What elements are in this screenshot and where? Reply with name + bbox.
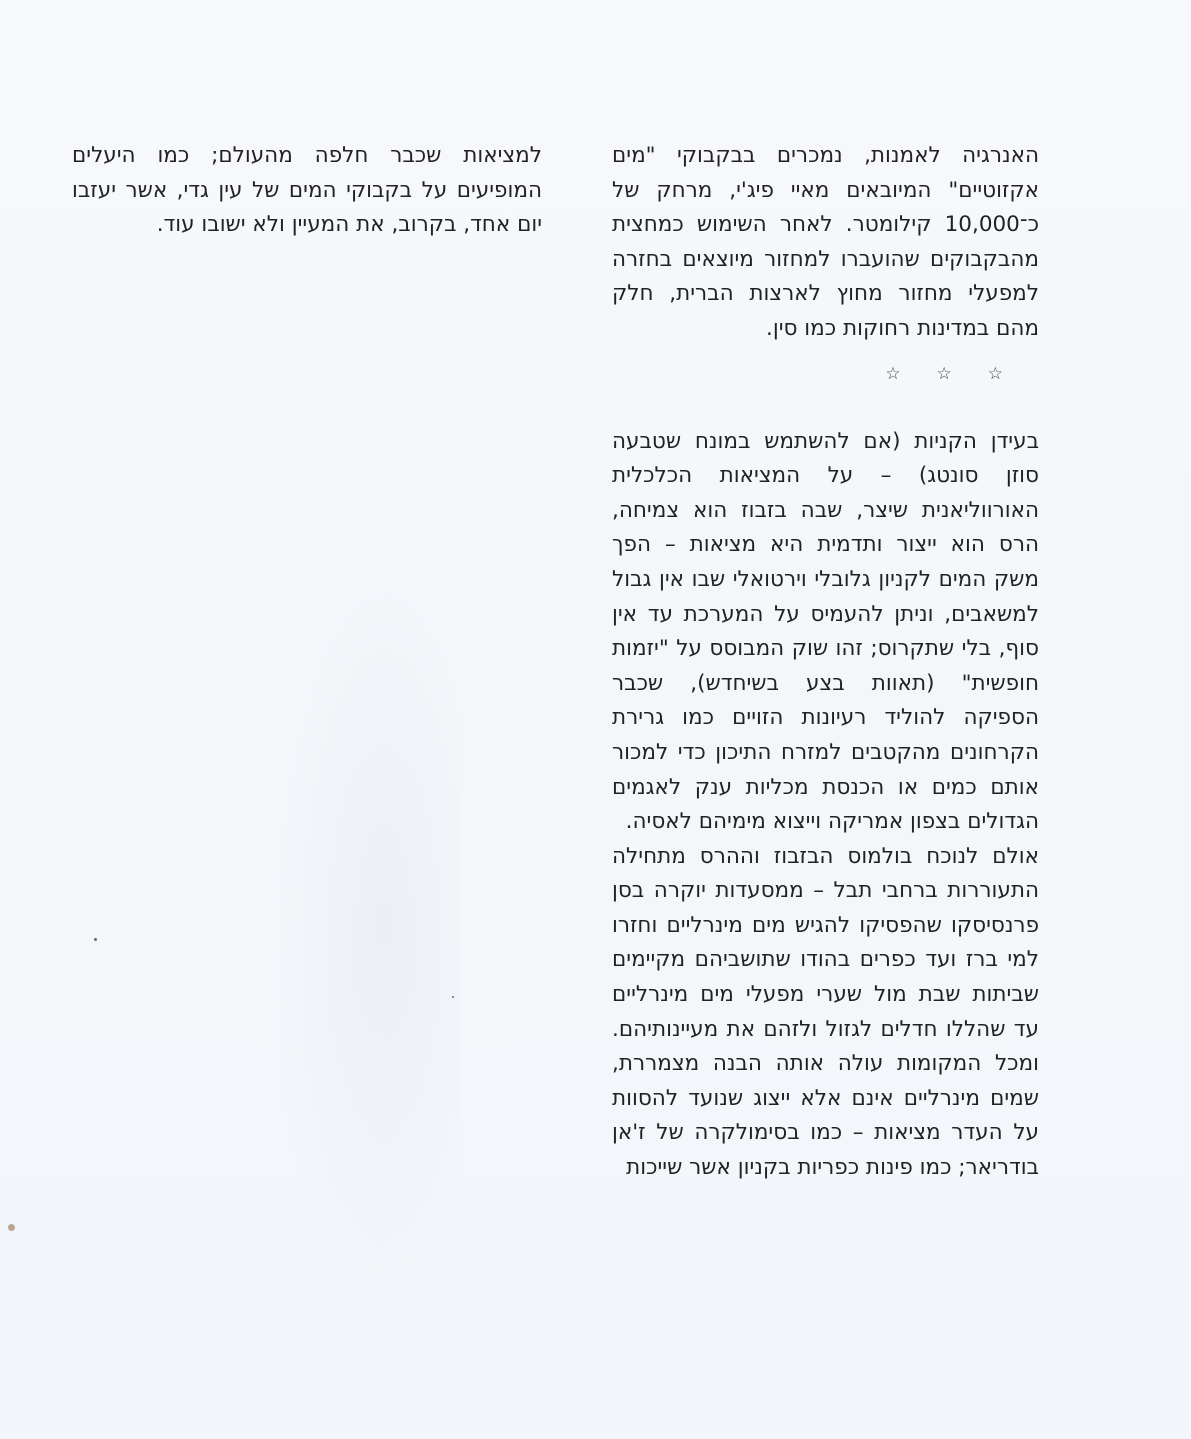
paragraph: אולם לנוכח בולמוס הבזבוז וההרס מתחילה התעוררות ברחבי תבל – ממסעדות יוקרה בסן פרנסיסקו שהפסיקו להגיש מים מינרליים וחזרו למי ברז ועד כפרים בהודו שתושביהם מקיימים שביתות שבת מול שערי מפעלי מים מינרליים עד שהללו חדלים לגזול ולזהם את מעיינותיהם. ומכל המקומות עולה אותה הבנה מצמררת, שמים מינרליים אינם אלא ייצוג שנועד להסוות על העדר מציאות – כמו בסימולקרה של ז'אן בודריאר; כמו פינות כפריות בקניון אשר שייכות [612,843,1039,1181]
paragraph: בעידן הקניות (אם להשתמש במונח שטבעה סוזן סונטג) – על המציאות הכלכלית האורווליאנית שיצר, שבה בזבוז הוא צמיחה, הרס הוא ייצור ותדמית היא מציאות – הפך משק המים לקניון גלובלי וירטואלי שבו אין גבול למשאבים, וניתן להעמיס על המערכת עד אין סוף, בלי שתקרוס; זהו שוק המבוסס על "יזמות חופשית" (תאוות בצע בשיחדש), שכבר הספיקה להוליד רעיונות הזויים כמו גרירת הקרחונים מהקטבים למזרח התיכון כדי למכור אותם כמים או הכנסת מכליות ענק לאגמים הגדולים בצפון אמריקה וייצוא מימיהם לאסיה. [612,428,1039,835]
paper-speck [8,1224,15,1231]
right-text-column [612,139,1039,1186]
paper-speck [452,996,454,998]
left-text-column [72,139,542,243]
show-through-text [270,530,460,1310]
section-separator-stars: ☆☆☆ [885,363,1039,384]
paper-speck [94,938,97,941]
paragraph: האנרגיה לאמנות, נמכרים בבקבוקי "מים אקזוטיים" המיובאים מאיי פיג'י, מרחק של כ־10,000 קילומטר. לאחר השימוש כמחצית מהבקבוקים שהועברו למחזור מיוצאים בחזרה למפעלי מחזור מחוץ לארצות הברית, חלק מהם במדינות רחוקות כמו סין. [612,143,1039,341]
paragraph: למציאות שכבר חלפה מהעולם; כמו היעלים המופיעים על בקבוקי המים של עין גדי, אשר יעזבו יום אחד, בקרוב, את המעיין ולא ישובו עוד. [72,143,542,238]
